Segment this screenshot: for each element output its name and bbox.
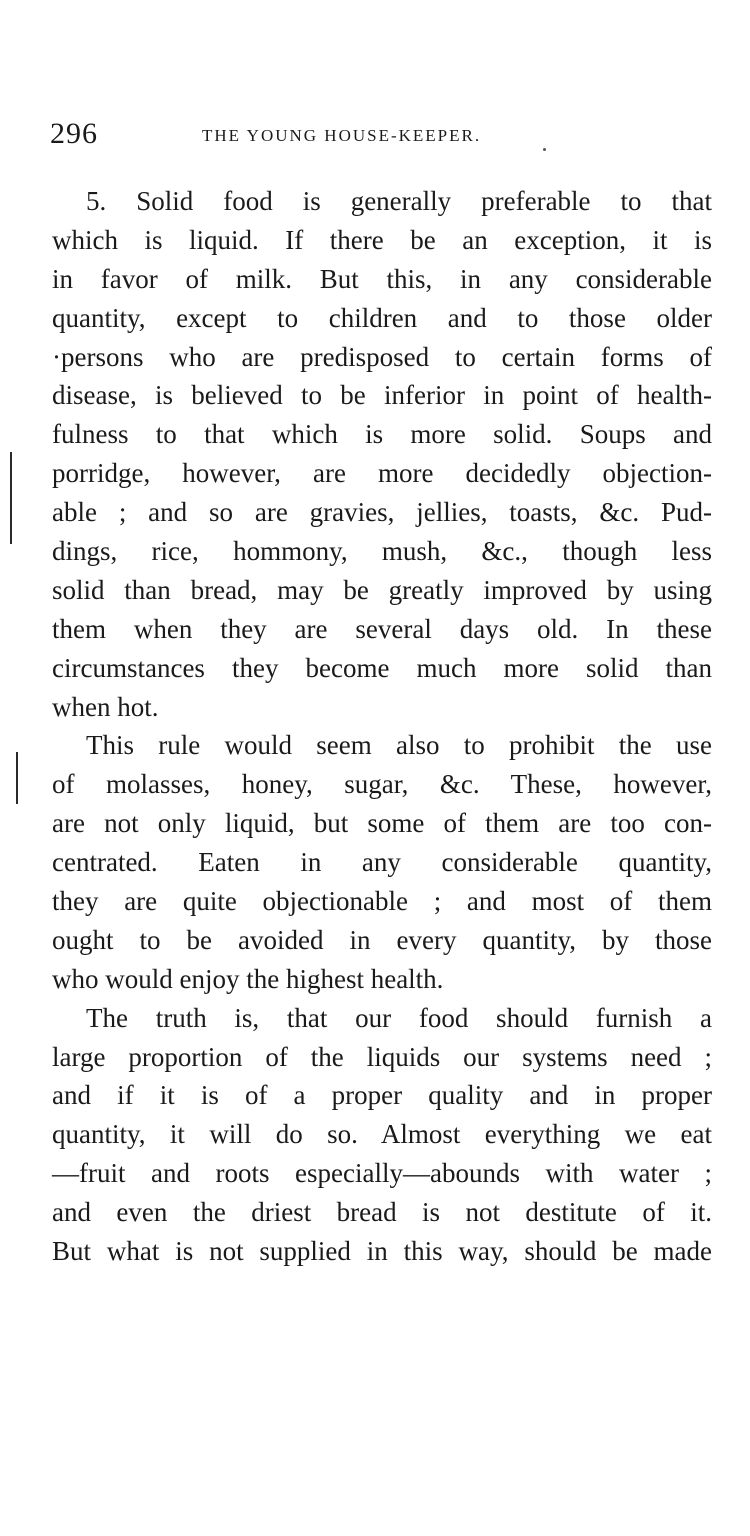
text-line: they are quite objectionable ; and most of them <box>52 886 712 917</box>
text-line: them when they are several days old. In these <box>52 613 712 644</box>
text-line: centrated. Eaten in any considerable quantity, <box>52 847 712 878</box>
text-line: circumstances they become much more solid than <box>52 652 712 683</box>
text-line: fulness to that which is more solid. Soups and <box>52 419 712 450</box>
text-line: of molasses, honey, sugar, &c. These, however, <box>52 769 712 800</box>
text-line: quantity, it will do so. Almost everything we eat <box>52 1119 712 1150</box>
text-line: which is liquid. If there be an exception, it is <box>52 224 712 255</box>
text-line: The truth is, that our food should furnish a <box>86 1002 712 1033</box>
running-head <box>50 116 690 156</box>
text-line: who would enjoy the highest health. <box>52 963 444 994</box>
text-line: 5. Solid food is generally preferable to that <box>86 186 712 216</box>
text-line: in favor of milk. But this, in any considerable <box>52 263 712 294</box>
text-line: large proportion of the liquids our systems need ; <box>52 1041 712 1072</box>
page-number: 296 <box>50 117 98 150</box>
text-line: solid than bread, may be greatly improved by using <box>52 574 712 605</box>
margin-pencil-mark <box>16 752 18 804</box>
text-line: ·persons who are predisposed to certain forms of <box>52 341 712 372</box>
paragraph <box>52 726 712 998</box>
text-line: are not only liquid, but some of them are too con- <box>52 808 712 839</box>
text-line: porridge, however, are more decidedly objection- <box>52 458 712 489</box>
text-line: able ; and so are gravies, jellies, toasts, &c. Pud- <box>52 497 712 528</box>
text-line: But what is not supplied in this way, should be made <box>52 1236 712 1267</box>
print-speck <box>543 148 546 151</box>
running-title: THE YOUNG HOUSE-KEEPER. <box>202 126 482 145</box>
margin-pencil-mark <box>10 452 12 544</box>
text-line: and if it is of a proper quality and in proper <box>52 1080 712 1111</box>
body-text <box>52 182 712 1271</box>
text-line: quantity, except to children and to those older <box>52 302 712 333</box>
paragraph <box>52 999 712 1271</box>
text-line: and even the driest bread is not destitute of it. <box>52 1197 712 1228</box>
text-line: dings, rice, hommony, mush, &c., though less <box>52 536 712 567</box>
text-line: when hot. <box>52 691 159 722</box>
text-line: disease, is believed to be inferior in point of health- <box>52 380 712 411</box>
text-line: ought to be avoided in every quantity, by those <box>52 924 712 955</box>
paragraph <box>52 182 712 726</box>
text-line: —fruit and roots especially—abounds with water ; <box>52 1158 712 1189</box>
text-line: This rule would seem also to prohibit the use <box>86 730 712 761</box>
